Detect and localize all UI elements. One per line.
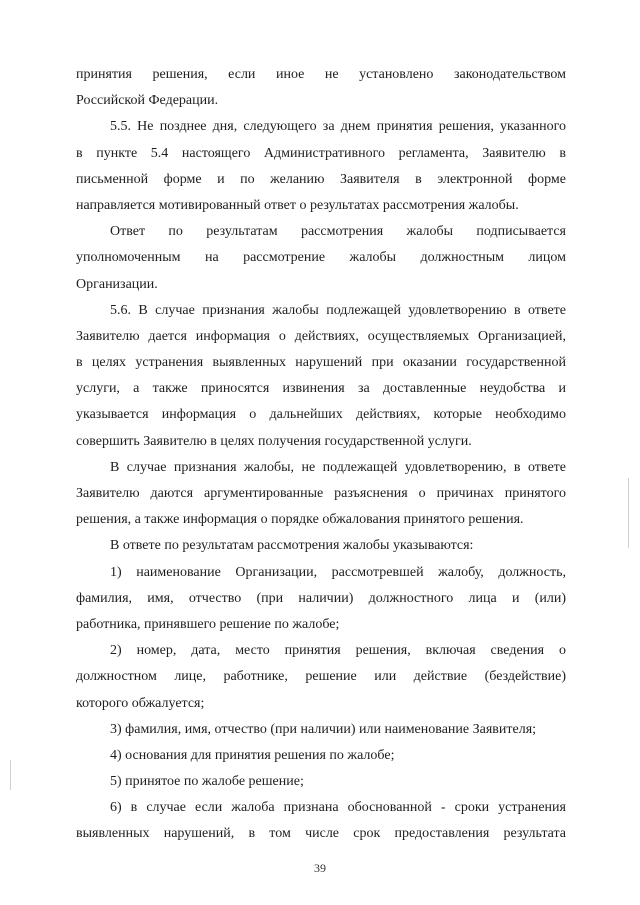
text-line: услуги, а также приносятся извинения за доставленные неудобства и <box>76 381 566 397</box>
text-line: совершить Заявителю в целях получения государственной услуги. <box>76 433 472 449</box>
body-text <box>76 62 566 848</box>
text-line: 1) наименование Организации, рассмотревшей жалобу, должность, <box>110 564 566 580</box>
text-line: в целях устранения выявленных нарушений при оказании государственной <box>76 355 566 371</box>
text-line: письменной форме и по желанию Заявителя в электронной форме <box>76 171 566 187</box>
text-line: В ответе по результатам рассмотрения жалобы указываются: <box>110 538 474 554</box>
document-page <box>76 62 566 848</box>
text-line: В случае признания жалобы, не подлежащей удовлетворению, в ответе <box>110 459 566 475</box>
text-line: фамилия, имя, отчество (при наличии) должностного лица и (или) <box>76 590 566 606</box>
text-line: уполномоченным на рассмотрение жалобы должностным лицом <box>76 250 566 266</box>
page-number: 39 <box>314 861 326 875</box>
text-line: в пункте 5.4 настоящего Административного регламента, Заявителю в <box>76 145 566 161</box>
text-line: 5) принятое по жалобе решение; <box>110 774 304 790</box>
text-line: выявленных нарушений, в том числе срок предоставления результата <box>76 826 566 842</box>
text-line: 6) в случае если жалоба признана обоснованной - сроки устранения <box>110 800 566 816</box>
text-line: 5.6. В случае признания жалобы подлежащей удовлетворению в ответе <box>110 302 566 318</box>
text-line: работника, принявшего решение по жалобе; <box>76 616 340 632</box>
text-line: 5.5. Не позднее дня, следующего за днем принятия решения, указанного <box>110 119 566 135</box>
text-line: Российской Федерации. <box>76 93 219 109</box>
text-line: Заявителю даются аргументированные разъяснения о причинах принятого <box>76 486 566 501</box>
text-line: 2) номер, дата, место принятия решения, включая сведения о <box>110 643 566 659</box>
text-line: 4) основания для принятия решения по жалобе; <box>110 747 395 763</box>
scan-artifact-left <box>10 760 11 790</box>
text-line: решения, а также информация о порядке обжалования принятого решения. <box>76 512 524 528</box>
text-line: которого обжалуется; <box>76 695 205 711</box>
scan-artifact-right <box>628 478 629 548</box>
text-line: должностном лице, работнике, решение или действие (бездействие) <box>76 669 566 685</box>
text-line: указывается информация о дальнейших действиях, которые необходимо <box>76 407 566 423</box>
text-line: Организации. <box>76 276 158 292</box>
text-line: принятия решения, если иное не установлено законодательством <box>76 67 566 82</box>
text-line: Ответ по результатам рассмотрения жалобы подписывается <box>110 224 566 240</box>
text-line: направляется мотивированный ответ о результатах рассмотрения жалобы. <box>76 197 519 213</box>
text-line: Заявителю дается информация о действиях, осуществляемых Организацией, <box>76 328 566 344</box>
text-line: 3) фамилия, имя, отчество (при наличии) или наименование Заявителя; <box>110 721 537 737</box>
